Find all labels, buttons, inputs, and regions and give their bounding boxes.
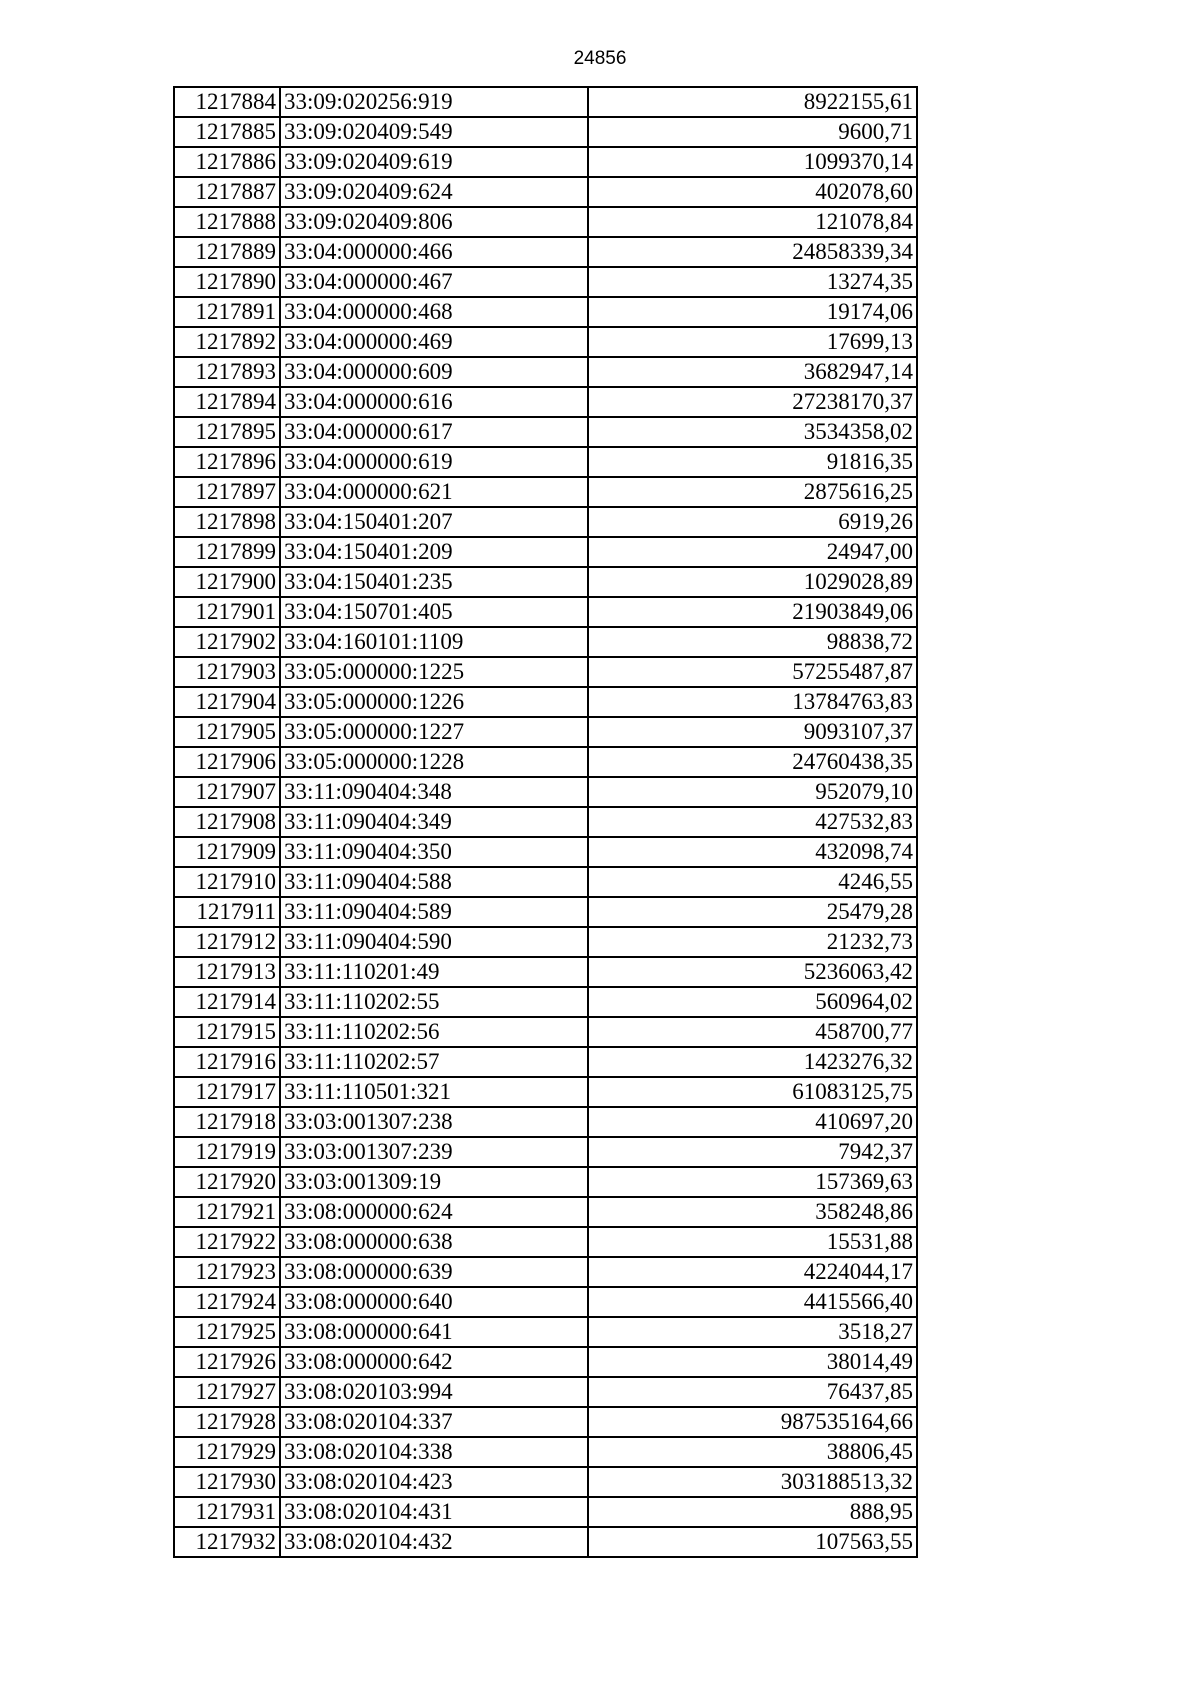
table-body bbox=[174, 87, 917, 1557]
table-row bbox=[174, 327, 917, 357]
table-row bbox=[174, 807, 917, 837]
cadastral-value-cell: 432098,74 bbox=[588, 837, 917, 867]
table-row bbox=[174, 1257, 917, 1287]
cadastral-value-cell: 303188513,32 bbox=[588, 1467, 917, 1497]
cadastral-value-cell: 458700,77 bbox=[588, 1017, 917, 1047]
table-row bbox=[174, 117, 917, 147]
cadastral-number-cell: 33:04:000000:621 bbox=[280, 477, 588, 507]
cadastral-value-cell: 61083125,75 bbox=[588, 1077, 917, 1107]
cadastral-number-cell: 33:08:000000:640 bbox=[280, 1287, 588, 1317]
cadastral-value-cell: 91816,35 bbox=[588, 447, 917, 477]
cadastral-number-cell: 33:04:000000:619 bbox=[280, 447, 588, 477]
cadastral-number-cell: 33:04:150401:209 bbox=[280, 537, 588, 567]
table-row bbox=[174, 867, 917, 897]
row-number-cell: 1217899 bbox=[174, 537, 280, 567]
cadastral-number-cell: 33:04:160101:1109 bbox=[280, 627, 588, 657]
cadastral-number-cell: 33:08:020104:338 bbox=[280, 1437, 588, 1467]
row-number-cell: 1217911 bbox=[174, 897, 280, 927]
cadastral-value-cell: 3682947,14 bbox=[588, 357, 917, 387]
row-number-cell: 1217890 bbox=[174, 267, 280, 297]
page-number: 24856 bbox=[573, 48, 627, 69]
table-row bbox=[174, 1467, 917, 1497]
cadastral-number-cell: 33:11:110501:321 bbox=[280, 1077, 588, 1107]
cadastral-number-cell: 33:11:090404:349 bbox=[280, 807, 588, 837]
row-number-cell: 1217901 bbox=[174, 597, 280, 627]
cadastral-value-cell: 21903849,06 bbox=[588, 597, 917, 627]
cadastral-value-cell: 25479,28 bbox=[588, 897, 917, 927]
row-number-cell: 1217891 bbox=[174, 297, 280, 327]
table-row bbox=[174, 447, 917, 477]
table-row bbox=[174, 267, 917, 297]
cadastral-number-cell: 33:11:110202:55 bbox=[280, 987, 588, 1017]
row-number-cell: 1217896 bbox=[174, 447, 280, 477]
cadastral-number-cell: 33:03:001307:238 bbox=[280, 1107, 588, 1137]
cadastral-number-cell: 33:09:020409:549 bbox=[280, 117, 588, 147]
cadastral-value-cell: 3518,27 bbox=[588, 1317, 917, 1347]
row-number-cell: 1217927 bbox=[174, 1377, 280, 1407]
table-row bbox=[174, 1347, 917, 1377]
cadastral-value-cell: 6919,26 bbox=[588, 507, 917, 537]
cadastral-number-cell: 33:05:000000:1227 bbox=[280, 717, 588, 747]
cadastral-value-cell: 560964,02 bbox=[588, 987, 917, 1017]
row-number-cell: 1217886 bbox=[174, 147, 280, 177]
row-number-cell: 1217928 bbox=[174, 1407, 280, 1437]
cadastral-number-cell: 33:08:020104:423 bbox=[280, 1467, 588, 1497]
row-number-cell: 1217892 bbox=[174, 327, 280, 357]
row-number-cell: 1217888 bbox=[174, 207, 280, 237]
cadastral-value-cell: 13784763,83 bbox=[588, 687, 917, 717]
cadastral-value-cell: 1099370,14 bbox=[588, 147, 917, 177]
cadastral-value-cell: 24858339,34 bbox=[588, 237, 917, 267]
table-row bbox=[174, 477, 917, 507]
table-row bbox=[174, 1407, 917, 1437]
cadastral-value-cell: 1423276,32 bbox=[588, 1047, 917, 1077]
cadastral-number-cell: 33:04:150701:405 bbox=[280, 597, 588, 627]
row-number-cell: 1217912 bbox=[174, 927, 280, 957]
row-number-cell: 1217897 bbox=[174, 477, 280, 507]
table-row bbox=[174, 747, 917, 777]
cadastral-value-cell: 4246,55 bbox=[588, 867, 917, 897]
table-row bbox=[174, 927, 917, 957]
table-row bbox=[174, 537, 917, 567]
row-number-cell: 1217925 bbox=[174, 1317, 280, 1347]
cadastral-number-cell: 33:04:000000:609 bbox=[280, 357, 588, 387]
cadastral-value-cell: 157369,63 bbox=[588, 1167, 917, 1197]
row-number-cell: 1217923 bbox=[174, 1257, 280, 1287]
row-number-cell: 1217898 bbox=[174, 507, 280, 537]
table-row bbox=[174, 957, 917, 987]
row-number-cell: 1217908 bbox=[174, 807, 280, 837]
cadastral-number-cell: 33:11:090404:588 bbox=[280, 867, 588, 897]
cadastral-value-cell: 107563,55 bbox=[588, 1527, 917, 1557]
table-row bbox=[174, 387, 917, 417]
cadastral-number-cell: 33:04:000000:466 bbox=[280, 237, 588, 267]
cadastral-value-cell: 4224044,17 bbox=[588, 1257, 917, 1287]
table-row bbox=[174, 657, 917, 687]
table-row bbox=[174, 567, 917, 597]
table-row bbox=[174, 1047, 917, 1077]
row-number-cell: 1217918 bbox=[174, 1107, 280, 1137]
table-row bbox=[174, 987, 917, 1017]
cadastral-value-cell: 2875616,25 bbox=[588, 477, 917, 507]
cadastral-number-cell: 33:04:000000:467 bbox=[280, 267, 588, 297]
cadastral-number-cell: 33:11:110202:56 bbox=[280, 1017, 588, 1047]
table-row bbox=[174, 417, 917, 447]
row-number-cell: 1217884 bbox=[174, 87, 280, 117]
table-row bbox=[174, 87, 917, 117]
cadastral-value-cell: 987535164,66 bbox=[588, 1407, 917, 1437]
cadastral-number-cell: 33:04:150401:235 bbox=[280, 567, 588, 597]
cadastral-number-cell: 33:11:110201:49 bbox=[280, 957, 588, 987]
cadastral-value-cell: 19174,06 bbox=[588, 297, 917, 327]
row-number-cell: 1217895 bbox=[174, 417, 280, 447]
cadastral-value-cell: 24947,00 bbox=[588, 537, 917, 567]
cadastral-value-table bbox=[173, 86, 918, 1558]
row-number-cell: 1217931 bbox=[174, 1497, 280, 1527]
cadastral-value-cell: 7942,37 bbox=[588, 1137, 917, 1167]
row-number-cell: 1217915 bbox=[174, 1017, 280, 1047]
table-row bbox=[174, 1527, 917, 1557]
table-row bbox=[174, 687, 917, 717]
cadastral-number-cell: 33:08:020103:994 bbox=[280, 1377, 588, 1407]
cadastral-value-cell: 57255487,87 bbox=[588, 657, 917, 687]
row-number-cell: 1217926 bbox=[174, 1347, 280, 1377]
cadastral-number-cell: 33:05:000000:1226 bbox=[280, 687, 588, 717]
cadastral-number-cell: 33:04:000000:469 bbox=[280, 327, 588, 357]
cadastral-value-cell: 5236063,42 bbox=[588, 957, 917, 987]
cadastral-number-cell: 33:09:020409:806 bbox=[280, 207, 588, 237]
row-number-cell: 1217907 bbox=[174, 777, 280, 807]
row-number-cell: 1217902 bbox=[174, 627, 280, 657]
table-row bbox=[174, 837, 917, 867]
cadastral-number-cell: 33:04:000000:617 bbox=[280, 417, 588, 447]
table-row bbox=[174, 1437, 917, 1467]
cadastral-number-cell: 33:04:000000:616 bbox=[280, 387, 588, 417]
row-number-cell: 1217887 bbox=[174, 177, 280, 207]
cadastral-value-cell: 952079,10 bbox=[588, 777, 917, 807]
row-number-cell: 1217905 bbox=[174, 717, 280, 747]
table-row bbox=[174, 1287, 917, 1317]
table-row bbox=[174, 1017, 917, 1047]
row-number-cell: 1217910 bbox=[174, 867, 280, 897]
table-row bbox=[174, 1377, 917, 1407]
cadastral-value-cell: 98838,72 bbox=[588, 627, 917, 657]
row-number-cell: 1217909 bbox=[174, 837, 280, 867]
row-number-cell: 1217904 bbox=[174, 687, 280, 717]
cadastral-number-cell: 33:08:020104:431 bbox=[280, 1497, 588, 1527]
cadastral-number-cell: 33:08:020104:337 bbox=[280, 1407, 588, 1437]
cadastral-number-cell: 33:08:000000:642 bbox=[280, 1347, 588, 1377]
row-number-cell: 1217921 bbox=[174, 1197, 280, 1227]
cadastral-value-cell: 3534358,02 bbox=[588, 417, 917, 447]
row-number-cell: 1217922 bbox=[174, 1227, 280, 1257]
table-row bbox=[174, 1077, 917, 1107]
row-number-cell: 1217916 bbox=[174, 1047, 280, 1077]
table-row bbox=[174, 507, 917, 537]
cadastral-value-cell: 888,95 bbox=[588, 1497, 917, 1527]
row-number-cell: 1217929 bbox=[174, 1437, 280, 1467]
cadastral-number-cell: 33:08:020104:432 bbox=[280, 1527, 588, 1557]
cadastral-value-cell: 27238170,37 bbox=[588, 387, 917, 417]
row-number-cell: 1217893 bbox=[174, 357, 280, 387]
row-number-cell: 1217900 bbox=[174, 567, 280, 597]
cadastral-number-cell: 33:08:000000:638 bbox=[280, 1227, 588, 1257]
cadastral-number-cell: 33:11:110202:57 bbox=[280, 1047, 588, 1077]
cadastral-number-cell: 33:08:000000:641 bbox=[280, 1317, 588, 1347]
table-row bbox=[174, 207, 917, 237]
cadastral-value-cell: 15531,88 bbox=[588, 1227, 917, 1257]
table-row bbox=[174, 897, 917, 927]
cadastral-value-cell: 21232,73 bbox=[588, 927, 917, 957]
row-number-cell: 1217894 bbox=[174, 387, 280, 417]
cadastral-value-cell: 9600,71 bbox=[588, 117, 917, 147]
cadastral-value-cell: 402078,60 bbox=[588, 177, 917, 207]
row-number-cell: 1217903 bbox=[174, 657, 280, 687]
cadastral-number-cell: 33:09:020409:619 bbox=[280, 147, 588, 177]
row-number-cell: 1217930 bbox=[174, 1467, 280, 1497]
table-row bbox=[174, 1167, 917, 1197]
table-row bbox=[174, 1197, 917, 1227]
cadastral-number-cell: 33:09:020409:624 bbox=[280, 177, 588, 207]
cadastral-value-cell: 38014,49 bbox=[588, 1347, 917, 1377]
cadastral-value-cell: 358248,86 bbox=[588, 1197, 917, 1227]
cadastral-value-cell: 13274,35 bbox=[588, 267, 917, 297]
row-number-cell: 1217920 bbox=[174, 1167, 280, 1197]
cadastral-value-cell: 1029028,89 bbox=[588, 567, 917, 597]
row-number-cell: 1217913 bbox=[174, 957, 280, 987]
cadastral-value-cell: 17699,13 bbox=[588, 327, 917, 357]
cadastral-value-cell: 38806,45 bbox=[588, 1437, 917, 1467]
row-number-cell: 1217919 bbox=[174, 1137, 280, 1167]
cadastral-number-cell: 33:11:090404:589 bbox=[280, 897, 588, 927]
cadastral-number-cell: 33:05:000000:1225 bbox=[280, 657, 588, 687]
cadastral-value-cell: 410697,20 bbox=[588, 1107, 917, 1137]
cadastral-value-cell: 8922155,61 bbox=[588, 87, 917, 117]
cadastral-value-cell: 427532,83 bbox=[588, 807, 917, 837]
cadastral-value-cell: 76437,85 bbox=[588, 1377, 917, 1407]
row-number-cell: 1217885 bbox=[174, 117, 280, 147]
cadastral-number-cell: 33:09:020256:919 bbox=[280, 87, 588, 117]
table-row bbox=[174, 1497, 917, 1527]
table-row bbox=[174, 1107, 917, 1137]
cadastral-number-cell: 33:11:090404:348 bbox=[280, 777, 588, 807]
cadastral-value-cell: 24760438,35 bbox=[588, 747, 917, 777]
table-row bbox=[174, 147, 917, 177]
row-number-cell: 1217889 bbox=[174, 237, 280, 267]
table-row bbox=[174, 597, 917, 627]
cadastral-number-cell: 33:08:000000:639 bbox=[280, 1257, 588, 1287]
table-row bbox=[174, 777, 917, 807]
cadastral-number-cell: 33:03:001307:239 bbox=[280, 1137, 588, 1167]
table-row bbox=[174, 627, 917, 657]
cadastral-value-cell: 121078,84 bbox=[588, 207, 917, 237]
table-row bbox=[174, 297, 917, 327]
row-number-cell: 1217932 bbox=[174, 1527, 280, 1557]
cadastral-number-cell: 33:08:000000:624 bbox=[280, 1197, 588, 1227]
table-row bbox=[174, 717, 917, 747]
table-row bbox=[174, 237, 917, 267]
cadastral-value-cell: 4415566,40 bbox=[588, 1287, 917, 1317]
table-row bbox=[174, 1317, 917, 1347]
cadastral-number-cell: 33:11:090404:350 bbox=[280, 837, 588, 867]
cadastral-number-cell: 33:04:000000:468 bbox=[280, 297, 588, 327]
row-number-cell: 1217914 bbox=[174, 987, 280, 1017]
cadastral-number-cell: 33:05:000000:1228 bbox=[280, 747, 588, 777]
table-row bbox=[174, 1137, 917, 1167]
row-number-cell: 1217906 bbox=[174, 747, 280, 777]
table-row bbox=[174, 357, 917, 387]
row-number-cell: 1217917 bbox=[174, 1077, 280, 1107]
cadastral-number-cell: 33:03:001309:19 bbox=[280, 1167, 588, 1197]
table-row bbox=[174, 1227, 917, 1257]
row-number-cell: 1217924 bbox=[174, 1287, 280, 1317]
cadastral-number-cell: 33:04:150401:207 bbox=[280, 507, 588, 537]
cadastral-value-cell: 9093107,37 bbox=[588, 717, 917, 747]
table-row bbox=[174, 177, 917, 207]
cadastral-number-cell: 33:11:090404:590 bbox=[280, 927, 588, 957]
